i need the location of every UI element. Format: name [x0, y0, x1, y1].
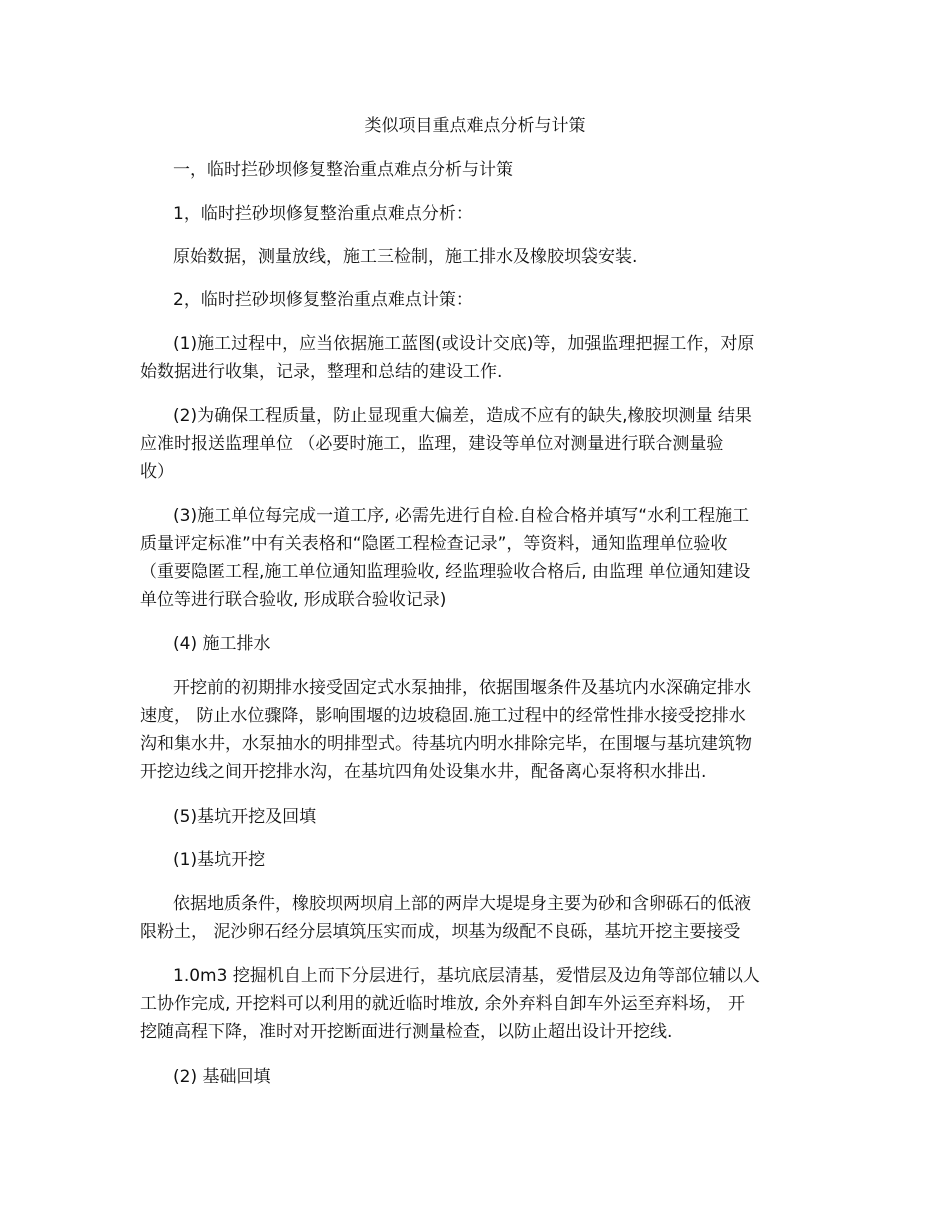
paragraph	[140, 890, 812, 946]
text-line: 开挖边线之间开挖排水沟，在基坑四角处设集水井，配备离心泵将积水排出.	[140, 762, 707, 782]
subsection-heading	[140, 846, 812, 874]
text-line: 限粉土， 泥沙卵石经分层填筑压实而成，坝基为级配不良砾，基坑开挖主要接受	[140, 922, 741, 942]
subsection-heading	[140, 200, 812, 228]
subsection-heading	[140, 286, 812, 314]
paragraph	[140, 330, 812, 386]
text-line: 应准时报送监理单位 （必要时施工，监理，建设等单位对测量进行联合测量验	[140, 434, 724, 454]
text-line: 质量评定标准”中有关表格和“隐匿工程检查记录”，等资料，通知监理单位验收	[140, 534, 728, 554]
paragraph	[140, 962, 812, 1046]
text-line: (3)施工单位每完成一道工序, 必需先进行自检.自检合格并填写“水利工程施工	[173, 506, 750, 526]
paragraph	[140, 402, 812, 486]
text-line: 2，临时拦砂坝修复整治重点难点计策：	[173, 290, 473, 310]
text-line: 依据地质条件，橡胶坝两坝肩上部的两岸大堤堤身主要为砂和含卵砾石的低液	[173, 894, 751, 914]
document-title: 类似项目重点难点分析与计策	[364, 116, 586, 136]
text-line: 1.0m3 挖掘机自上而下分层进行，基坑底层清基，爱惜层及边角等部位辅以人	[173, 966, 760, 986]
text-line: 一，临时拦砂坝修复整治重点难点分析与计策	[173, 160, 513, 180]
subsection-heading	[140, 1063, 812, 1091]
text-line: 沟和集水井，水泵抽水的明排型式。待基坑内明水排除完毕，在围堰与基坑建筑物	[140, 734, 752, 754]
text-line: (2)为确保工程质量，防止显现重大偏差，造成不应有的缺失,橡胶坝测量 结果	[173, 406, 752, 426]
paragraph	[140, 674, 812, 786]
text-line: 始数据进行收集，记录，整理和总结的建设工作.	[140, 362, 503, 382]
subsection-heading	[140, 803, 812, 831]
text-line: 开挖前的初期排水接受固定式水泵抽排，依据围堰条件及基坑内水深确定排水	[173, 678, 751, 698]
text-line: (2) 基础回填	[173, 1067, 271, 1087]
text-line: (1)施工过程中，应当依据施工蓝图(或设计交底)等，加强监理把握工作，对原	[173, 334, 755, 354]
text-line: 速度， 防止水位骤降，影响围堰的边坡稳固.施工过程中的经常性排水接受挖排水	[140, 706, 746, 726]
text-line: (1)基坑开挖	[173, 850, 266, 870]
text-line: 工协作完成, 开挖料可以利用的就近临时堆放, 余外弃料自卸车外运至弃料场， 开	[140, 994, 746, 1014]
text-line: (4) 施工排水	[173, 634, 271, 654]
paragraph	[140, 502, 812, 614]
text-line: 原始数据，测量放线，施工三检制，施工排水及橡胶坝袋安装.	[173, 247, 638, 267]
paragraph	[140, 243, 812, 271]
text-line: (5)基坑开挖及回填	[173, 807, 317, 827]
section-heading	[140, 156, 812, 184]
text-line: 单位等进行联合验收, 形成联合验收记录)	[140, 590, 447, 610]
text-line: 收）	[140, 462, 174, 482]
text-line: 1，临时拦砂坝修复整治重点难点分析：	[173, 204, 473, 224]
subsection-heading	[140, 630, 812, 658]
text-line: 挖随高程下降，准时对开挖断面进行测量检查，以防止超出设计开挖线.	[140, 1022, 673, 1042]
text-line: （重要隐匿工程,施工单位通知监理验收, 经监理验收合格后, 由监理 单位通知建设	[140, 562, 751, 582]
